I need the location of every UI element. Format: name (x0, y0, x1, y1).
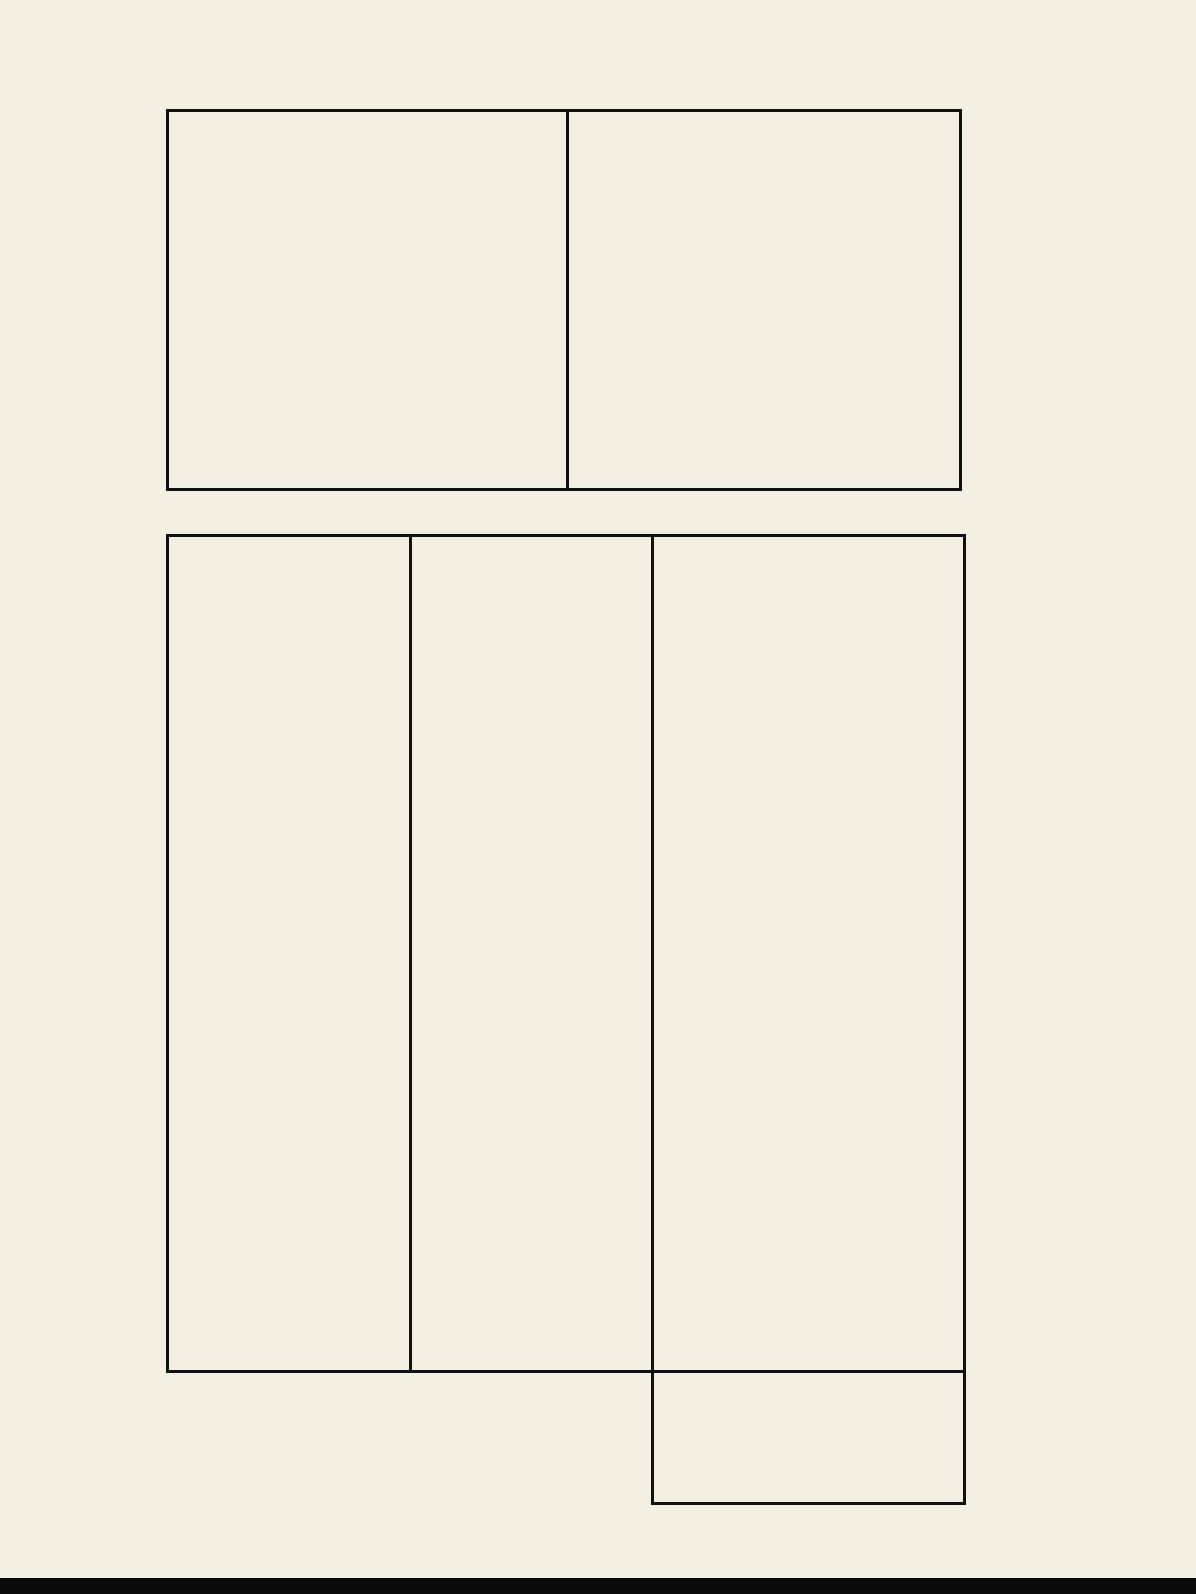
top-table-divider (566, 109, 569, 491)
column-divider-1 (409, 534, 412, 1373)
binder-holes (1170, 0, 1196, 1594)
parts-table-top (166, 109, 962, 491)
bottom-rule (166, 1370, 656, 1373)
column-divider-2 (651, 534, 654, 1373)
scan-edge (0, 1578, 1196, 1594)
parts-table-bottom (166, 534, 966, 1373)
resistor-table (651, 1370, 966, 1505)
